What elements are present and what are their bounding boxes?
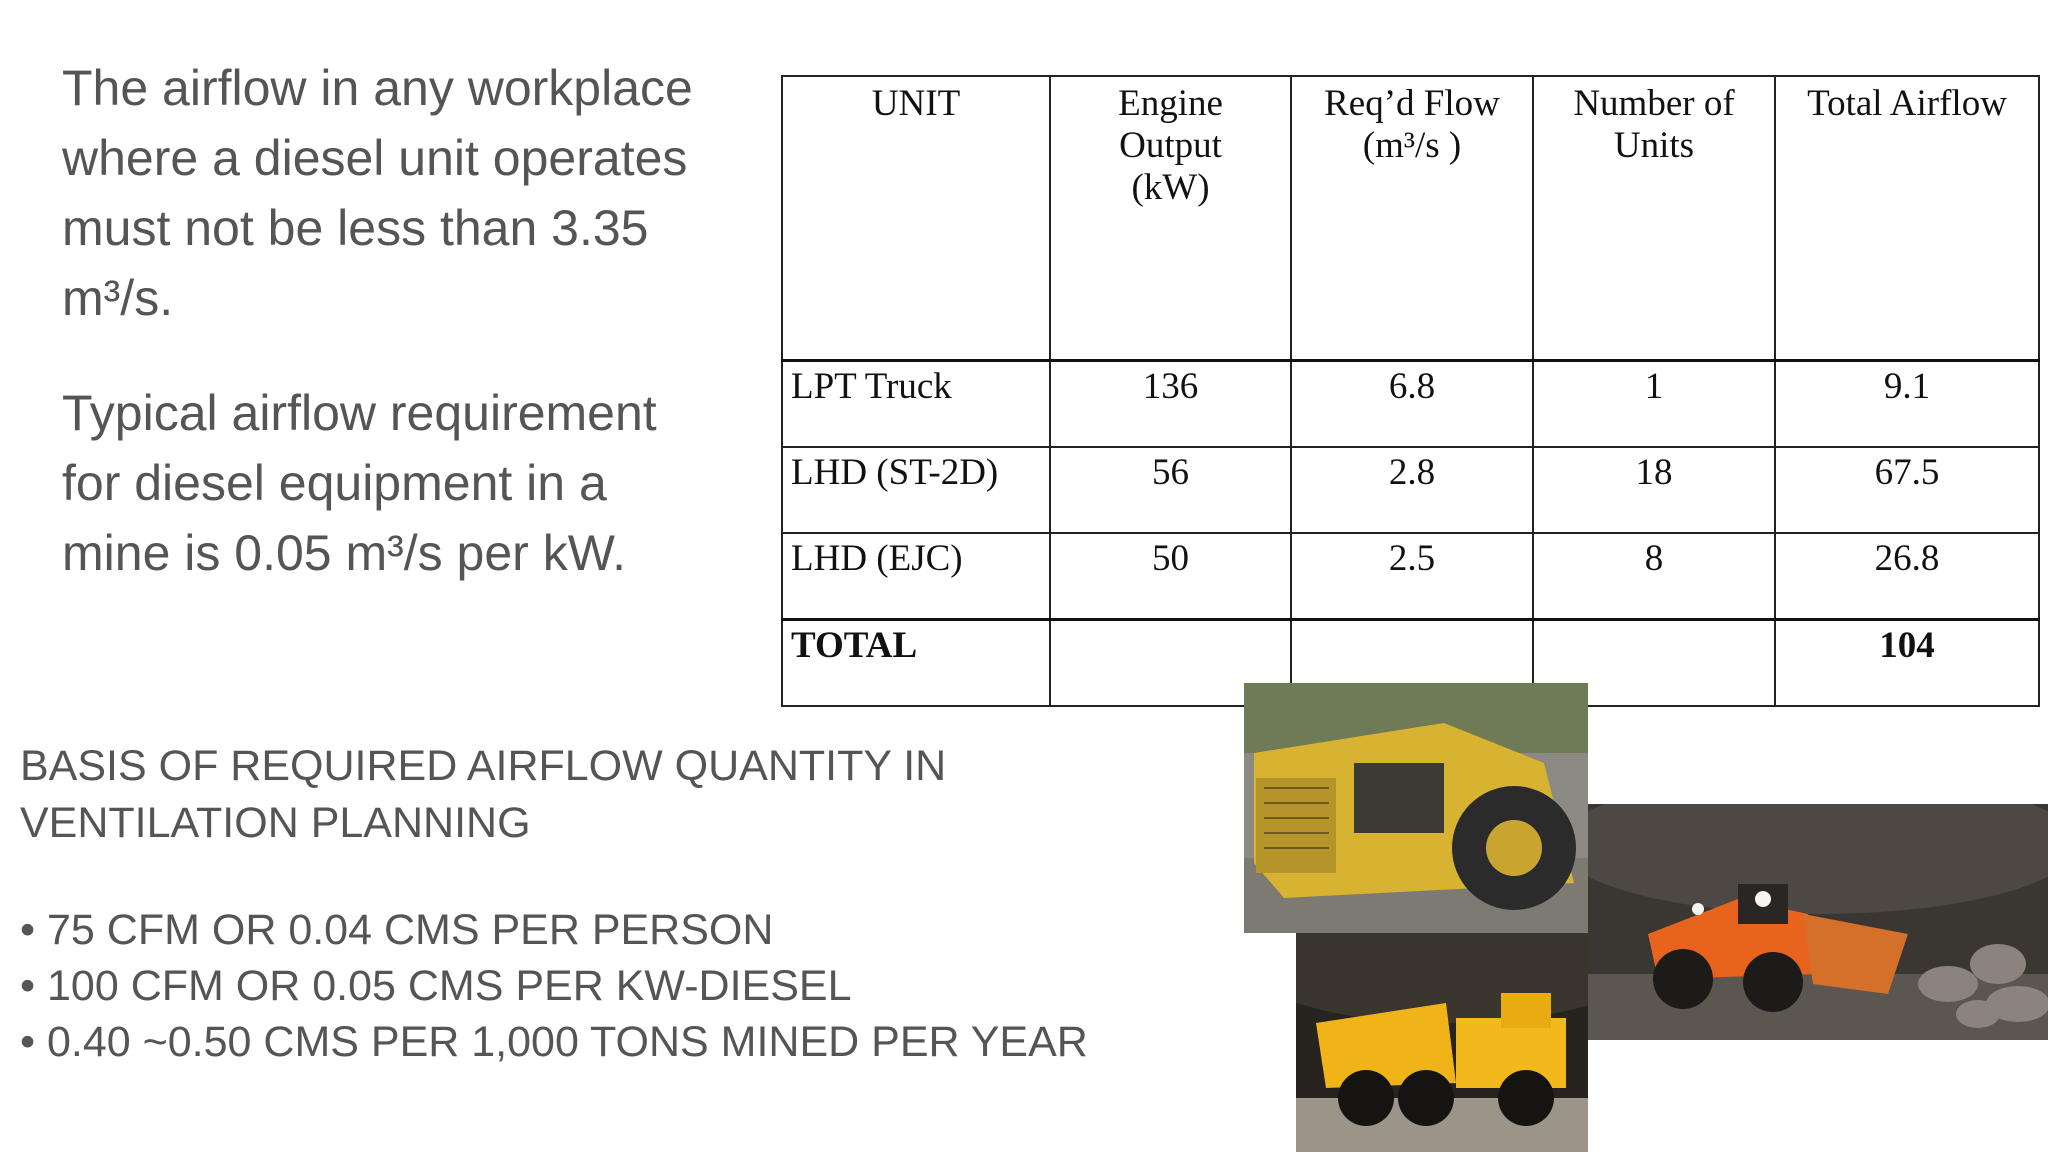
header-total-airflow: Total Airflow [1775,76,2039,361]
cell-required-flow: 2.8 [1291,447,1533,533]
cell-total-airflow: 26.8 [1775,533,2039,620]
cell-required-flow: 2.5 [1291,533,1533,620]
list-item: • 75 CFM OR 0.04 CMS PER PERSON [20,902,1088,958]
cell-total-label: TOTAL [782,620,1050,707]
intro-paragraph-1: The airflow in any workplace where a diesel unit operates must not be less than 3.35 m³/s. [62,60,693,326]
cell-unit: LPT Truck [782,361,1050,448]
list-item: • 0.40 ~0.50 CMS PER 1,000 TONS MINED PER YEAR [20,1014,1088,1070]
photo-yellow-dump-truck [1296,933,1588,1152]
header-number-of-units: Number of Units [1533,76,1775,361]
table-row [782,447,2039,533]
cell-number-of-units: 18 [1533,447,1775,533]
table-row [782,361,2039,448]
cell-required-flow: 6.8 [1291,361,1533,448]
cell-total-airflow: 9.1 [1775,361,2039,448]
table-row [782,533,2039,620]
table-header-row [782,76,2039,361]
header-engine-output: Engine Output (kW) [1050,76,1291,361]
airflow-table [781,75,2040,707]
header-unit: UNIT [782,76,1050,361]
cell-total-value: 104 [1775,620,2039,707]
cell-engine-output: 136 [1050,361,1291,448]
list-item: • 100 CFM OR 0.05 CMS PER KW-DIESEL [20,958,1088,1014]
intro-paragraph-2: Typical airflow requirement for diesel equipment in a mine is 0.05 m³/s per kW. [62,385,657,581]
cell-number-of-units: 8 [1533,533,1775,620]
cell-unit: LHD (ST-2D) [782,447,1050,533]
photo-orange-loader [1588,804,2048,1040]
cell-engine-output: 50 [1050,533,1291,620]
cell-engine-output: 56 [1050,447,1291,533]
header-required-flow: Req’d Flow (m³/s ) [1291,76,1533,361]
photo-yellow-loader [1244,683,1588,933]
basis-list [20,902,1088,1070]
basis-title: BASIS OF REQUIRED AIRFLOW QUANTITY IN VENTILATION PLANNING [20,742,947,847]
cell-number-of-units: 1 [1533,361,1775,448]
cell-unit: LHD (EJC) [782,533,1050,620]
cell-total-airflow: 67.5 [1775,447,2039,533]
